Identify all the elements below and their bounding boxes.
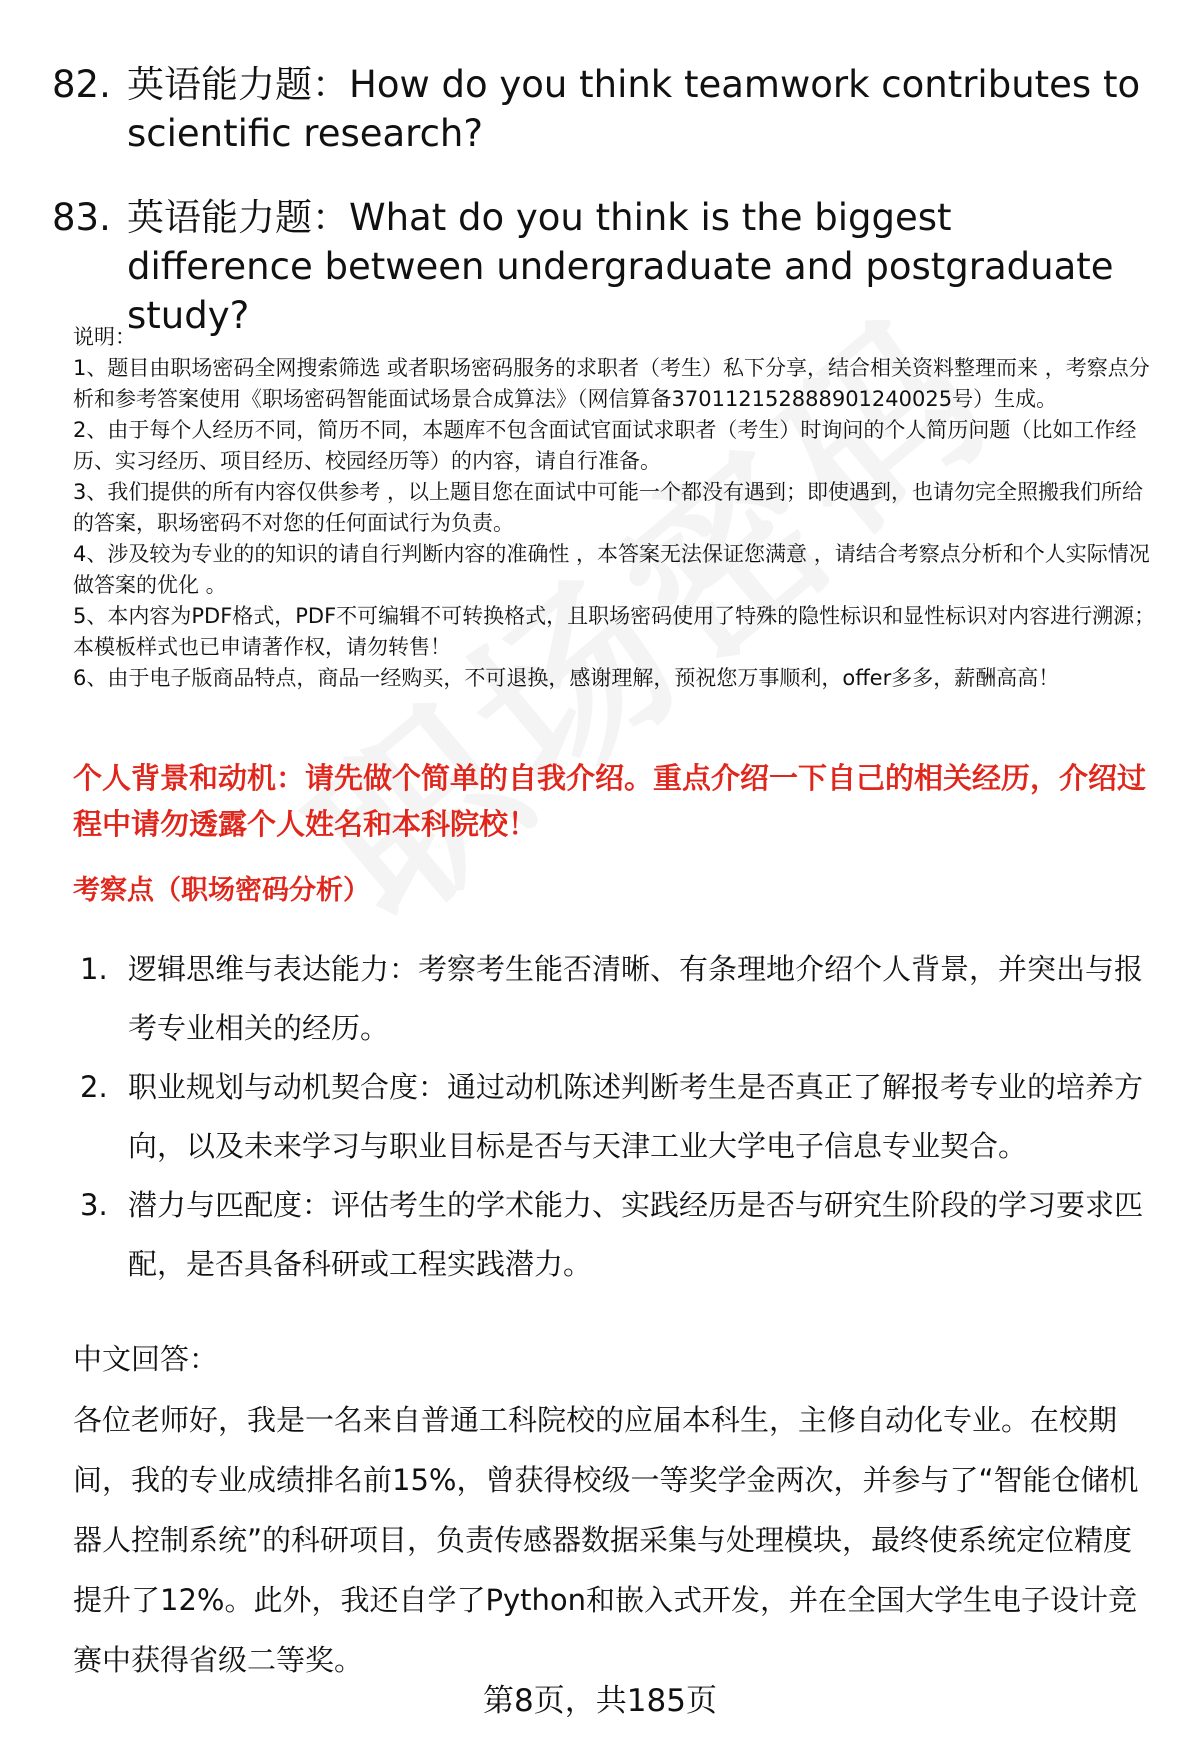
question-82: [52, 60, 1142, 158]
note-item: 1、题目由职场密码全网搜索筛选 或者职场密码服务的求职者（考生）私下分享，结合相关资料整理而来 ，考察点分析和参考答案使用《职场密码智能面试场景合成算法》（网信算备370112152888901240025号）生成。: [73, 356, 1150, 411]
question-number: 83.: [52, 196, 111, 239]
answer-body: 各位老师好，我是一名来自普通工科院校的应届本科生，主修自动化专业。在校期间，我的专业成绩排名前15%，曾获得校级一等奖学金两次，并参与了“智能仓储机器人控制系统”的科研项目，负责传感器数据采集与处理模块，最终使系统定位精度提升了12%。此外，我还自学了Python和嵌入式开发，并在全国大学生电子设计竞赛中获得省级二等奖。: [73, 1403, 1139, 1677]
note-item: 2、由于每个人经历不同，简历不同，本题库不包含面试官面试求职者（考生）时询问的个人简历问题（比如工作经历、实习经历、项目经历、校园经历等）的内容，请自行准备。: [73, 418, 1137, 473]
question-text: 英语能力题：What do you think is the biggest difference between undergraduate and postgraduate study?: [127, 196, 1114, 337]
question-text: 英语能力题：How do you think teamwork contributes to scientific research?: [127, 63, 1141, 155]
list-item: [80, 940, 1160, 1058]
point-number: 3.: [80, 1188, 108, 1222]
question-83: [52, 193, 1142, 340]
list-item: [80, 1058, 1160, 1176]
note-item: 4、涉及较为专业的的知识的请自行判断内容的准确性 ，本答案无法保证您满意 ，请结合考察点分析和个人实际情况做答案的优化 。: [73, 542, 1150, 597]
disclaimer-notes: [73, 322, 1163, 694]
point-number: 1.: [80, 952, 108, 986]
point-text: 逻辑思维与表达能力：考察考生能否清晰、有条理地介绍个人背景，并突出与报考专业相关的经历。: [128, 952, 1144, 1045]
notes-heading: 说明：: [73, 325, 136, 349]
assessment-heading: 考察点（职场密码分析）: [73, 875, 370, 906]
question-number: 82.: [52, 63, 111, 106]
point-text: 职业规划与动机契合度：通过动机陈述判断考生是否真正了解报考专业的培养方向，以及未来学习与职业目标是否与天津工业大学电子信息专业契合。: [128, 1070, 1144, 1163]
page-footer: 第8页，共185页: [483, 1683, 717, 1719]
list-item: [80, 1176, 1160, 1294]
answer-label: 中文回答：: [73, 1342, 219, 1376]
note-item: 6、由于电子版商品特点，商品一经购买，不可退换，感谢理解，预祝您万事顺利，offer多多，薪酬高高！: [73, 666, 1060, 690]
section-title: 个人背景和动机：请先做个简单的自我介绍。重点介绍一下自己的相关经历，介绍过程中请勿透露个人姓名和本科院校！: [73, 761, 1147, 841]
assessment-points: [80, 940, 1160, 1294]
point-text: 潜力与匹配度：评估考生的学术能力、实践经历是否与研究生阶段的学习要求匹配，是否具备科研或工程实践潜力。: [128, 1188, 1144, 1281]
note-item: 5、本内容为PDF格式，PDF不可编辑不可转换格式，且职场密码使用了特殊的隐性标识和显性标识对内容进行溯源；本模板样式也已申请著作权，请勿转售！: [73, 604, 1156, 659]
note-item: 3、我们提供的所有内容仅供参考 ，以上题目您在面试中可能一个都没有遇到；即使遇到，也请勿完全照搬我们所给的答案，职场密码不对您的任何面试行为负责。: [73, 480, 1144, 535]
point-number: 2.: [80, 1070, 108, 1104]
